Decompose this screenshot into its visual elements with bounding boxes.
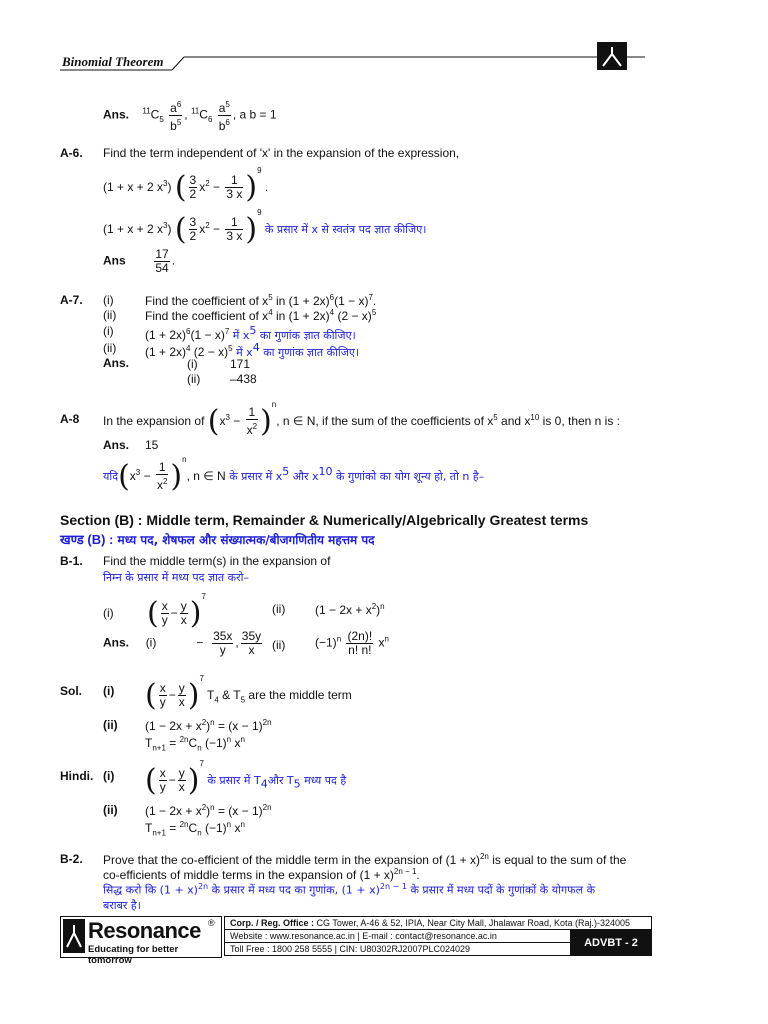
hindi-text: का गुणांक ज्ञात कीजिए। [259, 346, 360, 359]
fraction [189, 216, 198, 243]
fraction [180, 600, 188, 627]
den: b [170, 119, 177, 133]
corp-address: CG Tower, A-46 & 52, IPIA, Near City Mall, Jhalawar Road, Kota (Raj.)-324005 [314, 918, 630, 928]
num: 1 [225, 174, 243, 188]
text: T [203, 688, 215, 702]
text: (2 − x) [190, 345, 229, 359]
paren: ) [187, 762, 200, 798]
sup-11: 11 [190, 106, 200, 116]
text: and x [497, 414, 531, 428]
den: 54 [155, 261, 169, 275]
den: x [180, 613, 187, 628]
footer-brand [60, 916, 222, 966]
den: x [178, 695, 185, 710]
b1-answer [103, 630, 264, 657]
sup: n [226, 735, 232, 744]
num: y [178, 681, 185, 696]
question-text: Find the term independent of 'x' in the expansion of the expression, [103, 146, 460, 160]
page-header [60, 50, 645, 72]
sup: 5 [371, 308, 377, 317]
fraction [178, 767, 186, 794]
text: is equal to the sum of the [488, 853, 627, 867]
fraction [159, 682, 167, 709]
sol-ii-term [145, 735, 245, 752]
sup: 5 [225, 100, 230, 109]
paren: ) [170, 458, 183, 494]
text: . [416, 868, 420, 882]
sup: n [380, 602, 385, 611]
roman: (i) [145, 635, 157, 650]
a8-hindi [103, 455, 484, 492]
sup: 3 [163, 179, 168, 188]
sup: 3 [225, 413, 230, 422]
a7-h1 [103, 324, 114, 338]
question-label: A-7. [60, 293, 83, 307]
sep: , [184, 107, 191, 122]
hindi-text: के प्रसार में मध्य पदों के गुणांकों के योगफल के [406, 883, 596, 897]
sup: 2n [197, 882, 209, 891]
sub-5: 5 [159, 115, 164, 125]
hindi-text: के प्रसार में T [203, 774, 261, 787]
ans-label: Ans. [103, 635, 130, 650]
sup: 2 [201, 803, 207, 812]
corp-label: Corp. / Reg. Office : [230, 918, 315, 928]
question-label: B-2. [60, 852, 83, 866]
question-text: Find the middle term(s) in the expansion of [103, 554, 331, 568]
num: (2n)! [347, 629, 373, 643]
expr: ) [167, 222, 172, 236]
answer-value: 171 [230, 357, 251, 371]
sol-label: Sol. [60, 684, 83, 698]
sup: 2 [201, 718, 207, 727]
sup: 2n [262, 803, 272, 812]
fraction [225, 216, 243, 243]
sup: 2n [179, 735, 189, 744]
text: is 0, then n is : [539, 414, 621, 428]
text: x [375, 635, 385, 650]
text: in (1 + 2x) [272, 294, 330, 308]
minus: − [140, 469, 154, 483]
roman: (i) [103, 769, 115, 783]
hindi-text: निम्न के प्रसार में मध्य पद ज्ञात करो– [103, 571, 249, 584]
dot: . [264, 180, 269, 194]
corp-cell [225, 917, 652, 930]
sup: 2n − 1 [393, 867, 417, 876]
num: 1 [225, 216, 243, 230]
answer-value: –438 [230, 372, 257, 386]
roman: (ii) [103, 341, 117, 355]
roman: (ii) [187, 372, 201, 386]
text: . [372, 294, 377, 308]
sub: n [197, 743, 202, 753]
power: 7 [201, 592, 206, 601]
sub: n+1 [152, 828, 166, 838]
sup: 2 [205, 179, 210, 188]
sup: 10 [318, 465, 333, 478]
sup: 6 [186, 327, 191, 336]
ans-label: Ans [103, 253, 126, 268]
sup: 5 [176, 118, 182, 127]
fraction [189, 174, 198, 201]
den: x [178, 780, 185, 795]
sup: n [226, 820, 232, 829]
text: Find the coefficient of x [145, 294, 269, 308]
roman: (ii) [103, 718, 118, 732]
fraction [169, 98, 182, 133]
resonance-logo-icon [63, 919, 85, 953]
den: x [156, 478, 163, 493]
sup: 4 [252, 341, 260, 354]
roman: (ii) [103, 803, 118, 817]
sup: 2 [252, 422, 258, 432]
header-title: Binomial Theorem [62, 54, 164, 69]
comma: , [235, 635, 239, 650]
hindi-text: मध्य पद है [300, 774, 347, 787]
sub: 4 [214, 695, 219, 705]
text: ) [206, 804, 211, 818]
a7-q1 [103, 293, 114, 307]
hindi-label: Hindi. [60, 769, 94, 783]
num: 1 [156, 461, 168, 475]
fraction [218, 98, 231, 133]
num: 3 [189, 173, 197, 188]
num: x [161, 599, 168, 614]
roman: (ii) [272, 638, 286, 652]
c-symbol: C [199, 107, 208, 122]
b2-hindi-line1 [103, 882, 595, 898]
x: x [129, 469, 136, 483]
text: C [188, 821, 198, 835]
paren: ( [145, 677, 157, 713]
text: ) [206, 719, 211, 733]
num: y [178, 766, 185, 781]
sup: 2 [371, 602, 377, 611]
text: (1 − 2x + x [315, 603, 372, 617]
fraction [159, 767, 167, 794]
sup: n [336, 634, 342, 644]
text: co-efficients of middle terms in the expansion of (1 + x) [103, 868, 394, 882]
hindi-text: के प्रसार में x [225, 470, 283, 483]
text: (1 − x) [334, 294, 369, 308]
hindi-text: के गुणांको का योग शून्य हो, तो n है– [332, 470, 485, 483]
toll-cell [225, 943, 571, 956]
text: (1 − 2x + x [145, 719, 202, 733]
num: 1 [246, 406, 258, 420]
b1-answer-ii [315, 630, 389, 657]
x: x [199, 180, 206, 194]
fraction [178, 682, 186, 709]
sup: 4 [268, 308, 273, 317]
page-code-cell [571, 930, 652, 956]
b2-line1 [103, 852, 626, 867]
roman: (ii) [103, 308, 117, 322]
fraction [225, 174, 243, 201]
text: = (x − 1) [214, 804, 263, 818]
sup: 2n [262, 718, 272, 727]
num: 17 [155, 247, 169, 261]
fraction [246, 406, 258, 437]
num: y [180, 599, 187, 614]
sup: 2n − 1 [379, 882, 407, 891]
text: = (x − 1) [214, 719, 263, 733]
sup: 5 [493, 413, 498, 422]
hindi-text: के प्रसार में मध्य पद का गुणांक, (1 + x) [208, 883, 380, 897]
hindi-text: सिद्ध करो कि (1 + x) [103, 883, 198, 897]
a6-answer [103, 248, 175, 275]
roman: (i) [103, 293, 114, 307]
power: 7 [199, 674, 204, 683]
paren: ( [174, 211, 187, 247]
minus: − [209, 222, 224, 236]
question-label: A-6. [60, 146, 83, 160]
x: x [199, 222, 206, 236]
text: are the middle term [245, 688, 352, 702]
sup: 2 [162, 477, 168, 487]
text: x [231, 821, 241, 835]
den: 3 x [226, 229, 243, 244]
text: x [231, 736, 241, 750]
text: ) [376, 603, 381, 617]
a7-q2-text [145, 308, 376, 323]
b2-line2 [103, 867, 420, 882]
section-title-hindi [60, 530, 375, 548]
text: (2 − x) [334, 309, 372, 323]
web-cell [225, 930, 571, 943]
text: (1 − 2x + x [145, 804, 202, 818]
roman: (ii) [272, 602, 286, 616]
brand-tagline: Educating for better tomorrow [88, 944, 179, 966]
sup: n [384, 634, 389, 644]
text: Find the coefficient of x [145, 309, 269, 323]
text: = [165, 736, 180, 750]
section-title: Section (B) : Middle term, Remainder & Numerically/Algebrically Greatest terms [60, 512, 589, 528]
sup: n [210, 803, 215, 812]
sub: 5 [293, 777, 301, 791]
paren: ( [174, 169, 187, 205]
sup: 4 [186, 344, 191, 353]
minus: − [196, 635, 204, 650]
answer-value: 15 [145, 438, 159, 452]
a6-expression [103, 166, 268, 203]
sub: 4 [260, 777, 268, 791]
sup: 5 [282, 465, 290, 478]
sup: 7 [224, 327, 230, 336]
fraction [156, 461, 168, 492]
text: (1 + 2x) [145, 328, 187, 342]
b1-part-ii [315, 602, 385, 617]
power: 9 [257, 166, 262, 175]
hindi-text: के प्रसार में x से स्वतंत्र पद ज्ञात कीजिए। [264, 223, 427, 236]
den: 3 x [226, 187, 243, 202]
den: y [159, 695, 166, 710]
c-symbol: C [150, 107, 160, 122]
text: = [165, 821, 180, 835]
paren: ( [118, 458, 130, 494]
hindi-text: यदि [103, 470, 119, 483]
paren: ( [147, 595, 159, 631]
den: 2 [189, 187, 197, 202]
roman: (i) [187, 357, 198, 371]
power: n [182, 455, 187, 464]
fraction [241, 630, 262, 657]
den: x [246, 423, 253, 438]
text: in (1 + 2x) [272, 309, 330, 323]
ans-label: Ans. [103, 107, 130, 122]
registered-mark: ® [208, 918, 215, 928]
ans-label: Ans. [103, 438, 130, 452]
sup: n [210, 718, 215, 727]
num: x [159, 766, 166, 781]
den: 2 [189, 229, 197, 244]
sup: 6 [176, 100, 182, 109]
expr: ) [167, 180, 172, 194]
ans-label: Ans. [103, 356, 130, 370]
sup: 5 [228, 344, 233, 353]
header-rule [60, 50, 645, 72]
fraction [346, 630, 373, 657]
hindi-text: में x [229, 329, 250, 342]
expr: (1 + x + 2 x [103, 180, 164, 194]
paren: ) [260, 403, 272, 439]
power: 9 [257, 208, 262, 217]
sub: n [197, 828, 202, 838]
website-email: Website : www.resonance.ac.in | E-mail : contact@resonance.ac.in [230, 931, 497, 941]
hindi-text: का गुणांक ज्ञात कीजिए। [256, 329, 356, 342]
num: 35x [213, 629, 233, 643]
page-footer [60, 914, 652, 966]
b1-part-i: (i) ( $\frac{x}{y}$ − $\frac{y}{x}$ )$^7$ [103, 592, 206, 631]
text: C [188, 736, 198, 750]
num: 35y [241, 629, 262, 643]
footer-info-table [224, 916, 652, 956]
text: , n ∈ N [186, 469, 226, 483]
question-label: B-1. [60, 554, 83, 568]
sup: 3 [163, 221, 168, 230]
den: b [218, 119, 226, 133]
num: 3 [189, 215, 197, 230]
sub: 5 [240, 695, 246, 705]
hindi-text: में x [232, 346, 253, 359]
hindi-text: और T [267, 774, 294, 787]
a5-answer [103, 98, 277, 133]
text: & T [218, 688, 241, 702]
text: T [145, 736, 153, 750]
hindi-sol-ii-eq [145, 803, 272, 818]
paren: ) [245, 169, 258, 205]
num: a [218, 101, 226, 115]
sup: 6 [225, 118, 230, 127]
resonance-logo-icon [597, 42, 627, 70]
a8-question [103, 400, 620, 437]
text: (−1) [201, 821, 227, 835]
sup: 2n [479, 852, 489, 861]
sol-i: ( $\frac{x}{y}$ − $\frac{y}{x}$ )$^7$ $T_4$ & $T_5$ are the middle term [145, 674, 352, 713]
fraction [161, 600, 169, 627]
den: y [159, 780, 166, 795]
brand-name: Resonance [88, 918, 201, 943]
hindi-sol-i: ( $\frac{x}{y}$ − $\frac{y}{x}$ )$^7$ के प्रसार में $T_4और$ $T_5$ मध्य पद है [145, 759, 347, 798]
sup: 2n [179, 820, 189, 829]
text: (1 − x) [190, 328, 225, 342]
x: x [219, 414, 226, 428]
hindi-label: खण्ड (B) : [60, 532, 114, 547]
den: n! n! [348, 643, 372, 657]
sup: 4 [329, 308, 335, 317]
sup: 5 [268, 293, 273, 302]
power: 7 [199, 759, 204, 768]
paren: ) [189, 595, 202, 631]
den: x [248, 643, 255, 657]
dot: . [171, 253, 176, 268]
sup: 2 [205, 221, 210, 230]
minus: − [229, 414, 244, 428]
a6-hindi-expression [103, 208, 426, 245]
text: , n ∈ N, if the sum of the coefficients of x [276, 414, 494, 428]
text: (−1) [201, 736, 227, 750]
question-label: A-8 [60, 412, 80, 426]
ans-tail: , a b = 1 [232, 107, 277, 122]
toll-free: Toll Free : 1800 258 5555 | CIN: U80302RJ2007PLC024029 [230, 944, 470, 954]
paren: ( [207, 403, 220, 439]
fraction [154, 248, 169, 275]
text: T [145, 821, 153, 835]
sup-11: 11 [142, 106, 151, 116]
hindi-text: और x [289, 470, 319, 483]
sup: 10 [530, 413, 540, 422]
sub-6: 6 [207, 115, 213, 125]
hindi-text: मध्य पद, शेषफल और संख्यात्मक/बीजगणितीय महत्तम पद [113, 533, 375, 547]
text: In the expansion of [103, 414, 205, 428]
paren: ) [245, 211, 258, 247]
sol-ii-eq [145, 718, 272, 733]
a7-q1-text [145, 293, 376, 308]
paren: ) [187, 677, 200, 713]
sub: n+1 [152, 743, 166, 753]
paren: ( [145, 762, 157, 798]
hindi-sol-ii-term [145, 820, 245, 837]
num: x [159, 681, 166, 696]
roman: (i) [103, 606, 114, 620]
sup: n [240, 735, 245, 744]
sup: 6 [329, 293, 335, 302]
power: n [271, 400, 277, 409]
sup: 7 [368, 293, 373, 302]
text: Prove that the co-efficient of the middle term in the expansion of (1 + x) [103, 853, 480, 867]
roman: (i) [103, 684, 115, 698]
sup: 3 [135, 468, 141, 477]
a7-h2 [103, 341, 116, 355]
num: a [170, 101, 177, 115]
a7-q2 [103, 308, 116, 322]
hindi-text: बराबर है। [103, 899, 141, 912]
roman: (i) [103, 324, 114, 338]
minus: − [209, 180, 224, 194]
den: y [161, 613, 168, 628]
expr: (1 + x + 2 x [103, 222, 164, 236]
text: (1 + 2x) [145, 345, 187, 359]
den: y [219, 643, 226, 657]
fraction [212, 630, 233, 657]
text: (−1) [315, 635, 337, 650]
sup: n [240, 820, 245, 829]
sup: 5 [249, 324, 257, 337]
page-code: ADVBT - 2 [584, 936, 638, 949]
a7-h2-text [145, 341, 359, 360]
